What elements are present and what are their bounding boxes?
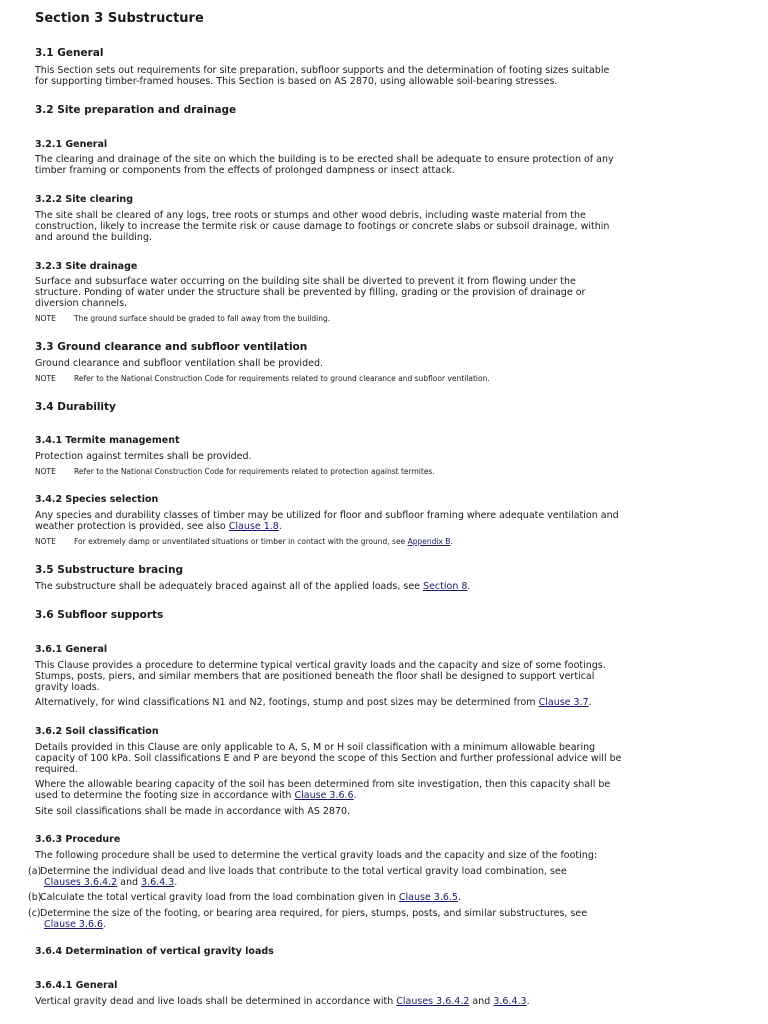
- clause-3-6-6-link[interactable]: Clause 3.6.6: [44, 919, 104, 930]
- heading-3-4-2: 3.4.2 Species selection: [35, 494, 159, 505]
- heading-3-1: 3.1 General: [35, 47, 104, 59]
- note-text: .: [450, 537, 453, 546]
- text-line: structure. Ponding of water under the structure shall be prevented by filling, grading or the provision of drainage or: [35, 287, 586, 298]
- clause-1-8-link[interactable]: Clause 1.8: [228, 521, 279, 532]
- heading-3-2-2: 3.2.2 Site clearing: [35, 194, 133, 205]
- text-line: [35, 790, 610, 801]
- paragraph-3-6-1: [35, 660, 606, 693]
- clause-3-6-4-3-link[interactable]: 3.6.4.3: [141, 877, 175, 888]
- text-line: The clearing and drainage of the site on which the building is to be erected shall be adequate to ensure protection of any: [35, 154, 614, 165]
- note-label: NOTE: [35, 314, 56, 323]
- text-line: diversion channels.: [35, 298, 128, 309]
- text-span: .: [278, 521, 282, 532]
- heading-3-3: 3.3 Ground clearance and subfloor ventilation: [35, 341, 308, 353]
- paragraph-3-1: [35, 65, 609, 87]
- text-line: [35, 521, 619, 532]
- paragraph-3-6-4-1: [35, 996, 530, 1007]
- paragraph-3-6-2-where: [35, 779, 610, 801]
- text-span: .: [457, 892, 461, 903]
- text-line: Surface and subsurface water occurring on the building site shall be diverted to prevent it from flowing under the: [35, 276, 576, 287]
- clause-3-6-4-3-link[interactable]: 3.6.4.3: [493, 996, 527, 1007]
- text-line: Stumps, posts, piers, and similar members that are positioned beneath the floor shall be designed to support vertical: [35, 671, 595, 682]
- note-3-4-1: [35, 467, 435, 476]
- text-line: construction, likely to increase the termite risk or cause damage to footings or concrete slabs or subsoil drainage, within: [35, 221, 610, 232]
- text-span: .: [526, 996, 530, 1007]
- text-span: and: [469, 996, 494, 1007]
- list-marker: (c): [28, 908, 41, 919]
- text-span: Alternatively, for wind classifications N1 and N2, footings, stump and post sizes may be determined from: [35, 697, 539, 708]
- text-span: used to determine the footing size in accordance with: [35, 790, 295, 801]
- heading-3-4: 3.4 Durability: [35, 401, 116, 413]
- text-span: .: [467, 581, 471, 592]
- text-line: and around the building.: [35, 232, 152, 243]
- text-span: Vertical gravity dead and live loads shall be determined in accordance with: [35, 996, 397, 1007]
- heading-3-6: 3.6 Subfloor supports: [35, 609, 164, 621]
- heading-3-2-3: 3.2.3 Site drainage: [35, 261, 138, 272]
- text-span: weather protection is provided, see also: [35, 521, 229, 532]
- heading-3-6-1: 3.6.1 General: [35, 644, 108, 655]
- paragraph-3-6-3-intro: The following procedure shall be used to determine the vertical gravity loads and the capacity and size of the footing:: [35, 850, 598, 861]
- list-marker: (a): [28, 866, 42, 877]
- text-span: .: [174, 877, 178, 888]
- text-span: Determine the individual dead and live loads that contribute to the total vertical gravity load combination, see: [40, 866, 567, 877]
- note-text: Refer to the National Construction Code for requirements related to ground clearance and subfloor ventilation.: [74, 374, 490, 383]
- note-label: NOTE: [35, 374, 56, 383]
- text-span: .: [588, 697, 592, 708]
- text-line: gravity loads.: [35, 682, 100, 693]
- clause-3-6-5-link[interactable]: Clause 3.6.5: [398, 892, 458, 903]
- paragraph-3-2-1: [35, 154, 614, 176]
- text-line: capacity of 100 kPa. Soil classifications E and P are beyond the scope of this Section and further professional advice will be: [35, 753, 622, 764]
- clauses-3-6-4-2-link[interactable]: Clauses 3.6.4.2: [44, 877, 118, 888]
- note-3-4-2: [35, 537, 453, 546]
- clause-3-6-6-link[interactable]: Clause 3.6.6: [294, 790, 354, 801]
- paragraph-3-4-2: [35, 510, 619, 532]
- heading-3-6-2: 3.6.2 Soil classification: [35, 726, 159, 737]
- note-label: NOTE: [35, 537, 56, 546]
- text-span: .: [353, 790, 357, 801]
- heading-3-6-4-1: 3.6.4.1 General: [35, 980, 118, 991]
- paragraph-3-6-2-site: Site soil classifications shall be made in accordance with AS 2870.: [35, 806, 351, 817]
- heading-3-6-4: 3.6.4 Determination of vertical gravity loads: [35, 946, 274, 957]
- text-span: Calculate the total vertical gravity load from the load combination given in: [40, 892, 399, 903]
- text-line: This Clause provides a procedure to determine typical vertical gravity loads and the capacity and size of some footings.: [35, 660, 606, 671]
- text-line: Any species and durability classes of timber may be utilized for floor and subfloor framing where adequate ventilation and: [35, 510, 619, 521]
- heading-3-6-3: 3.6.3 Procedure: [35, 834, 121, 845]
- text-span: The substructure shall be adequately braced against all of the applied loads, see: [35, 581, 424, 592]
- list-item-a: [28, 866, 567, 888]
- heading-3-4-1: 3.4.1 Termite management: [35, 435, 180, 446]
- text-span: and: [117, 877, 142, 888]
- appendix-b-link[interactable]: Appendix B: [407, 537, 451, 546]
- clause-3-7-link[interactable]: Clause 3.7: [538, 697, 589, 708]
- text-span: .: [103, 919, 107, 930]
- paragraph-3-6-2: [35, 742, 622, 775]
- list-item-c: [28, 908, 587, 930]
- section-8-link[interactable]: Section 8: [423, 581, 468, 592]
- text-line: timber framing or components from the effects of prolonged dampness or insect attack.: [35, 165, 455, 176]
- text-line: for supporting timber-framed houses. This Section is based on AS 2870, using allowable soil-bearing stresses.: [35, 76, 558, 87]
- paragraph-3-6-1-alt: [35, 697, 592, 708]
- section-title: Section 3 Substructure: [35, 11, 204, 26]
- text-line: Details provided in this Clause are only applicable to A, S, M or H soil classification with a minimum allowable bearing: [35, 742, 596, 753]
- heading-3-5: 3.5 Substructure bracing: [35, 564, 183, 576]
- text-span: Determine the size of the footing, or bearing area required, for piers, stumps, posts, and similar substructures, see: [40, 908, 588, 919]
- text-line: This Section sets out requirements for site preparation, subfloor supports and the determination of footing sizes suitable: [35, 65, 610, 76]
- text-line: Where the allowable bearing capacity of the soil has been determined from site investigation, then this capacity shall be: [35, 779, 611, 790]
- heading-3-2-1: 3.2.1 General: [35, 139, 108, 150]
- list-marker: (b): [28, 892, 42, 903]
- clauses-3-6-4-2-link[interactable]: Clauses 3.6.4.2: [396, 996, 470, 1007]
- paragraph-3-2-2: [35, 210, 609, 243]
- list-item-b: [28, 892, 461, 903]
- text-line: The site shall be cleared of any logs, tree roots or stumps and other wood debris, including waste material from the: [35, 210, 586, 221]
- text-line: required.: [35, 764, 78, 775]
- paragraph-3-3: Ground clearance and subfloor ventilation shall be provided.: [35, 358, 323, 369]
- paragraph-3-4-1: Protection against termites shall be provided.: [35, 451, 252, 462]
- paragraph-3-2-3: [35, 276, 585, 309]
- note-text: For extremely damp or unventilated situations or timber in contact with the ground, see: [74, 537, 408, 546]
- note-text: Refer to the National Construction Code for requirements related to protection against termites.: [74, 467, 435, 476]
- paragraph-3-5: [35, 581, 470, 592]
- note-label: NOTE: [35, 467, 56, 476]
- note-text: The ground surface should be graded to fall away from the building.: [74, 314, 331, 323]
- note-3-2-3: [35, 314, 330, 323]
- heading-3-2: 3.2 Site preparation and drainage: [35, 104, 237, 116]
- note-3-3: [35, 374, 490, 383]
